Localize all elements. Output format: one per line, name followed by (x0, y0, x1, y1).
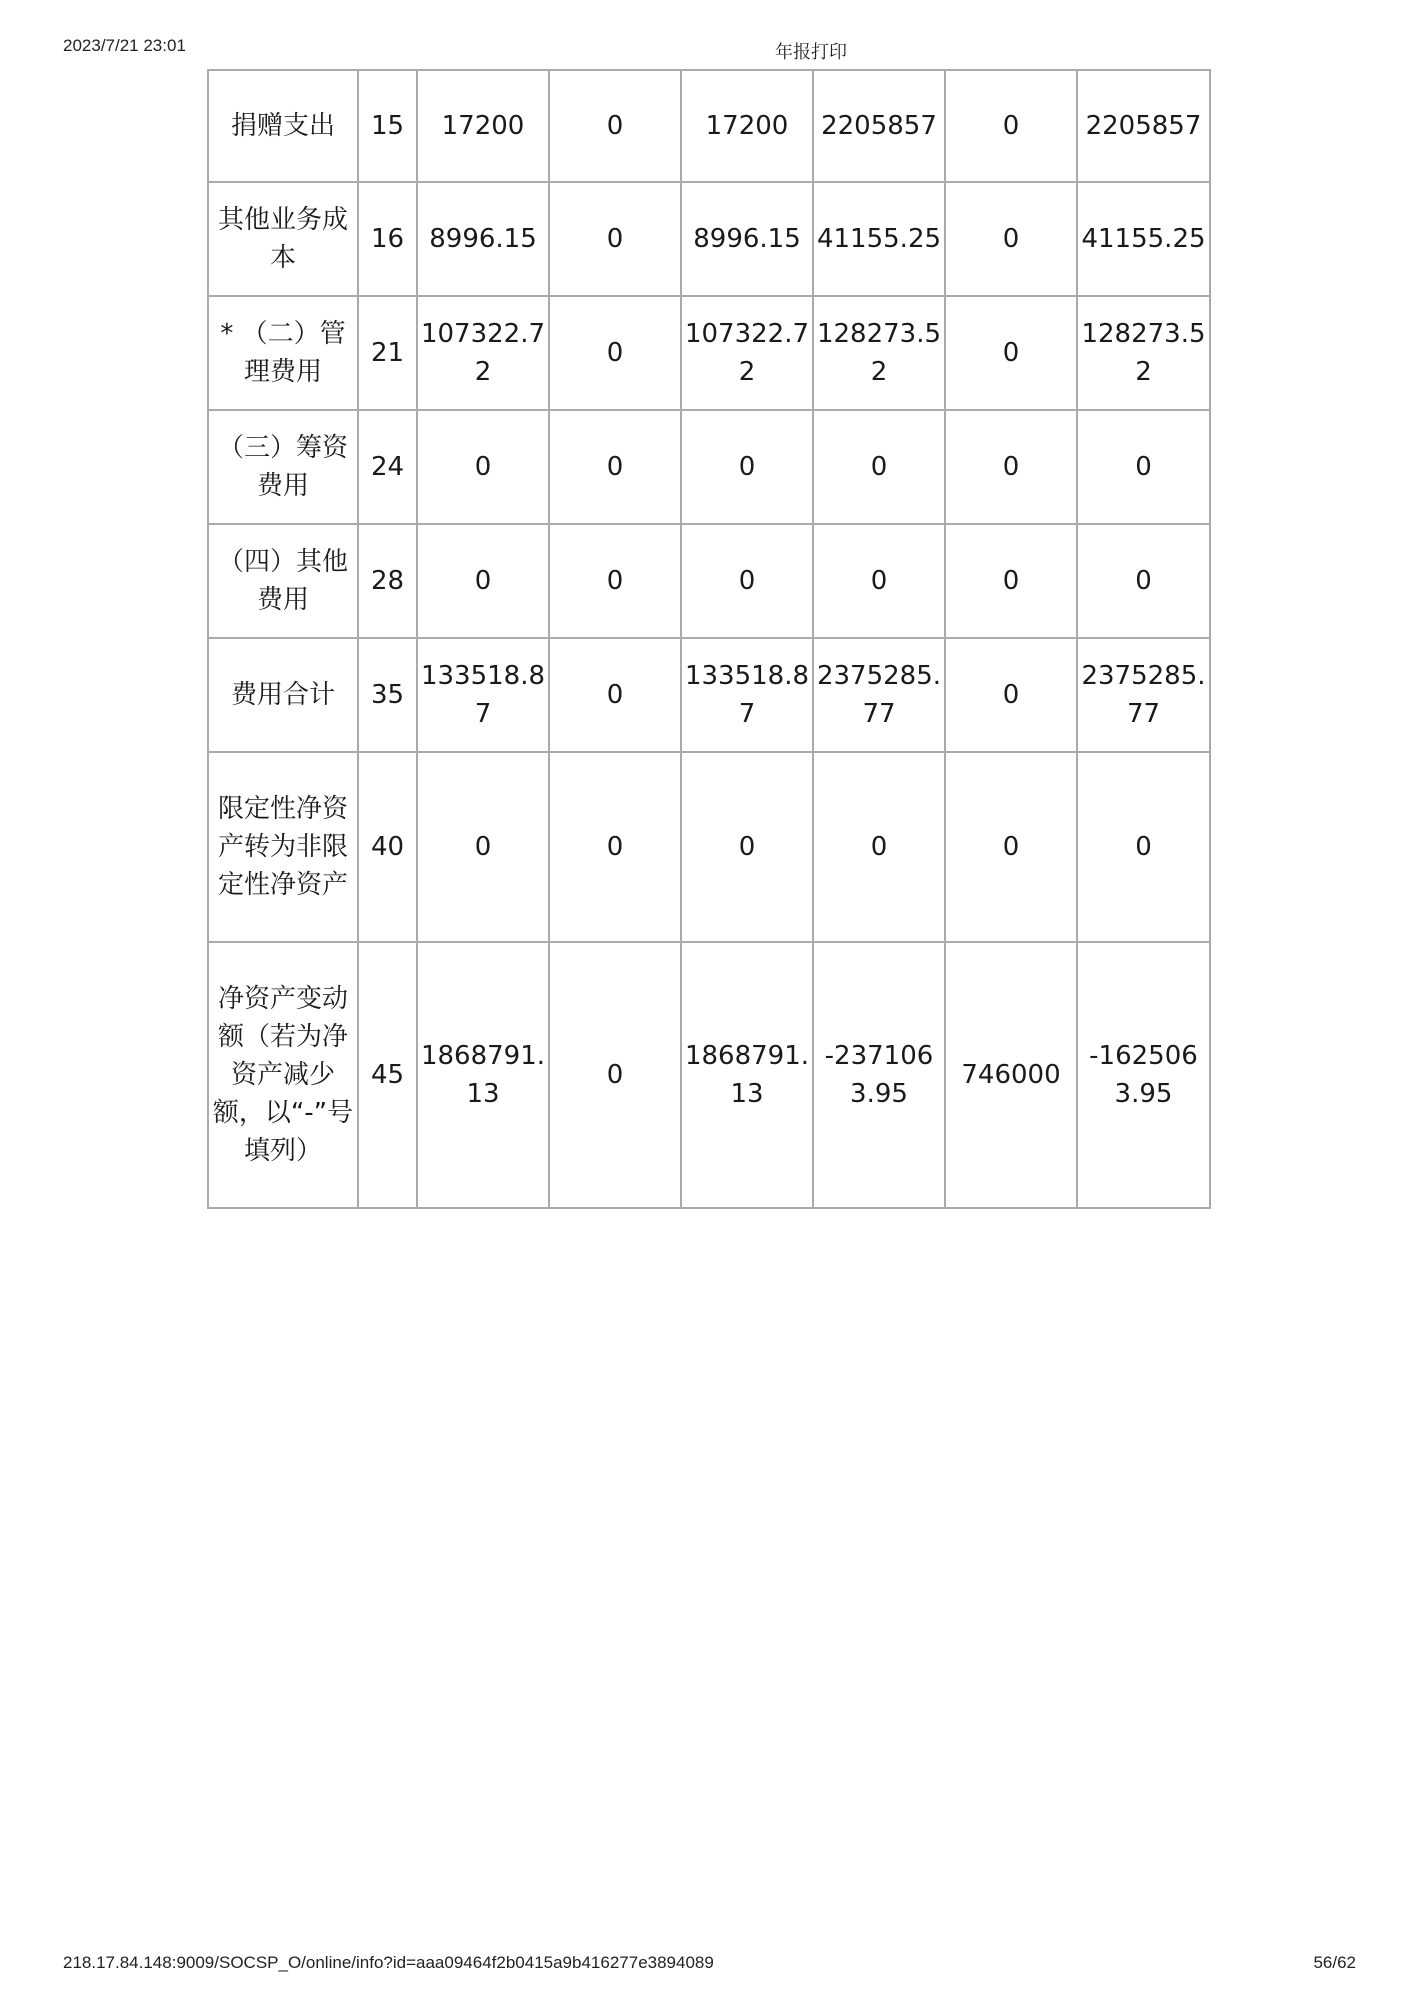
table-cell: 0 (945, 524, 1077, 638)
table-cell: 0 (945, 752, 1077, 942)
row-label: * （二）管理费用 (208, 296, 358, 410)
table-cell: 0 (549, 410, 681, 524)
table-body (208, 70, 1210, 1208)
table-row (208, 638, 1210, 752)
line-number: 28 (358, 524, 417, 638)
table-cell: 0 (945, 638, 1077, 752)
line-number: 35 (358, 638, 417, 752)
table-cell: 0 (813, 524, 945, 638)
table-cell: -2371063.95 (813, 942, 945, 1208)
table-cell: 0 (945, 410, 1077, 524)
line-number: 45 (358, 942, 417, 1208)
table-cell: 0 (681, 752, 813, 942)
table-cell: 1868791.13 (417, 942, 549, 1208)
table-row (208, 752, 1210, 942)
line-number: 21 (358, 296, 417, 410)
table-cell: 133518.87 (681, 638, 813, 752)
row-label: （三）筹资费用 (208, 410, 358, 524)
table-cell: 0 (417, 752, 549, 942)
table-cell: 0 (1077, 524, 1210, 638)
table-cell: 0 (549, 296, 681, 410)
table-cell: 2205857 (813, 70, 945, 182)
table-cell: 17200 (417, 70, 549, 182)
table-cell: 0 (549, 752, 681, 942)
row-label: 费用合计 (208, 638, 358, 752)
line-number: 24 (358, 410, 417, 524)
table-cell: 1868791.13 (681, 942, 813, 1208)
table-cell: 128273.52 (813, 296, 945, 410)
table-cell: 128273.52 (1077, 296, 1210, 410)
table-cell: 133518.87 (417, 638, 549, 752)
line-number: 40 (358, 752, 417, 942)
table-cell: 746000 (945, 942, 1077, 1208)
table-cell: 8996.15 (681, 182, 813, 296)
table-cell: 0 (417, 410, 549, 524)
table-cell: 2205857 (1077, 70, 1210, 182)
table-cell: 0 (549, 70, 681, 182)
table-row (208, 296, 1210, 410)
table-cell: 0 (813, 410, 945, 524)
table-cell: 0 (549, 182, 681, 296)
table-cell: 41155.25 (1077, 182, 1210, 296)
page-header-title: 年报打印 (775, 42, 847, 63)
table-row (208, 524, 1210, 638)
table-cell: 0 (1077, 752, 1210, 942)
table-cell: 107322.72 (681, 296, 813, 410)
footer-url: 218.17.84.148:9009/SOCSP_O/online/info?id=aaa09464f2b0415a9b416277e3894089 (63, 1953, 714, 1972)
table-cell: 0 (681, 410, 813, 524)
table-cell: 0 (945, 70, 1077, 182)
line-number: 15 (358, 70, 417, 182)
table-row (208, 942, 1210, 1208)
table-cell: 0 (549, 524, 681, 638)
table-cell: -1625063.95 (1077, 942, 1210, 1208)
row-label: 其他业务成本 (208, 182, 358, 296)
row-label: 捐赠支出 (208, 70, 358, 182)
table-cell: 0 (945, 296, 1077, 410)
table-cell: 2375285.77 (813, 638, 945, 752)
table-row (208, 182, 1210, 296)
table-row (208, 70, 1210, 182)
print-datetime: 2023/7/21 23:01 (63, 36, 186, 55)
row-label: （四）其他费用 (208, 524, 358, 638)
table-cell: 2375285.77 (1077, 638, 1210, 752)
table-cell: 0 (549, 638, 681, 752)
table-row (208, 410, 1210, 524)
table-cell: 0 (945, 182, 1077, 296)
table-cell: 0 (813, 752, 945, 942)
table-cell: 17200 (681, 70, 813, 182)
table-cell: 41155.25 (813, 182, 945, 296)
table-cell: 107322.72 (417, 296, 549, 410)
table-cell: 0 (681, 524, 813, 638)
table-cell: 0 (549, 942, 681, 1208)
table-cell: 8996.15 (417, 182, 549, 296)
table-cell: 0 (1077, 410, 1210, 524)
activity-statement-table (207, 69, 1211, 1209)
table-cell: 0 (417, 524, 549, 638)
page-number: 56/62 (1313, 1953, 1356, 1972)
row-label: 限定性净资产转为非限定性净资产 (208, 752, 358, 942)
line-number: 16 (358, 182, 417, 296)
row-label: 净资产变动额（若为净资产减少额，以“-”号填列） (208, 942, 358, 1208)
